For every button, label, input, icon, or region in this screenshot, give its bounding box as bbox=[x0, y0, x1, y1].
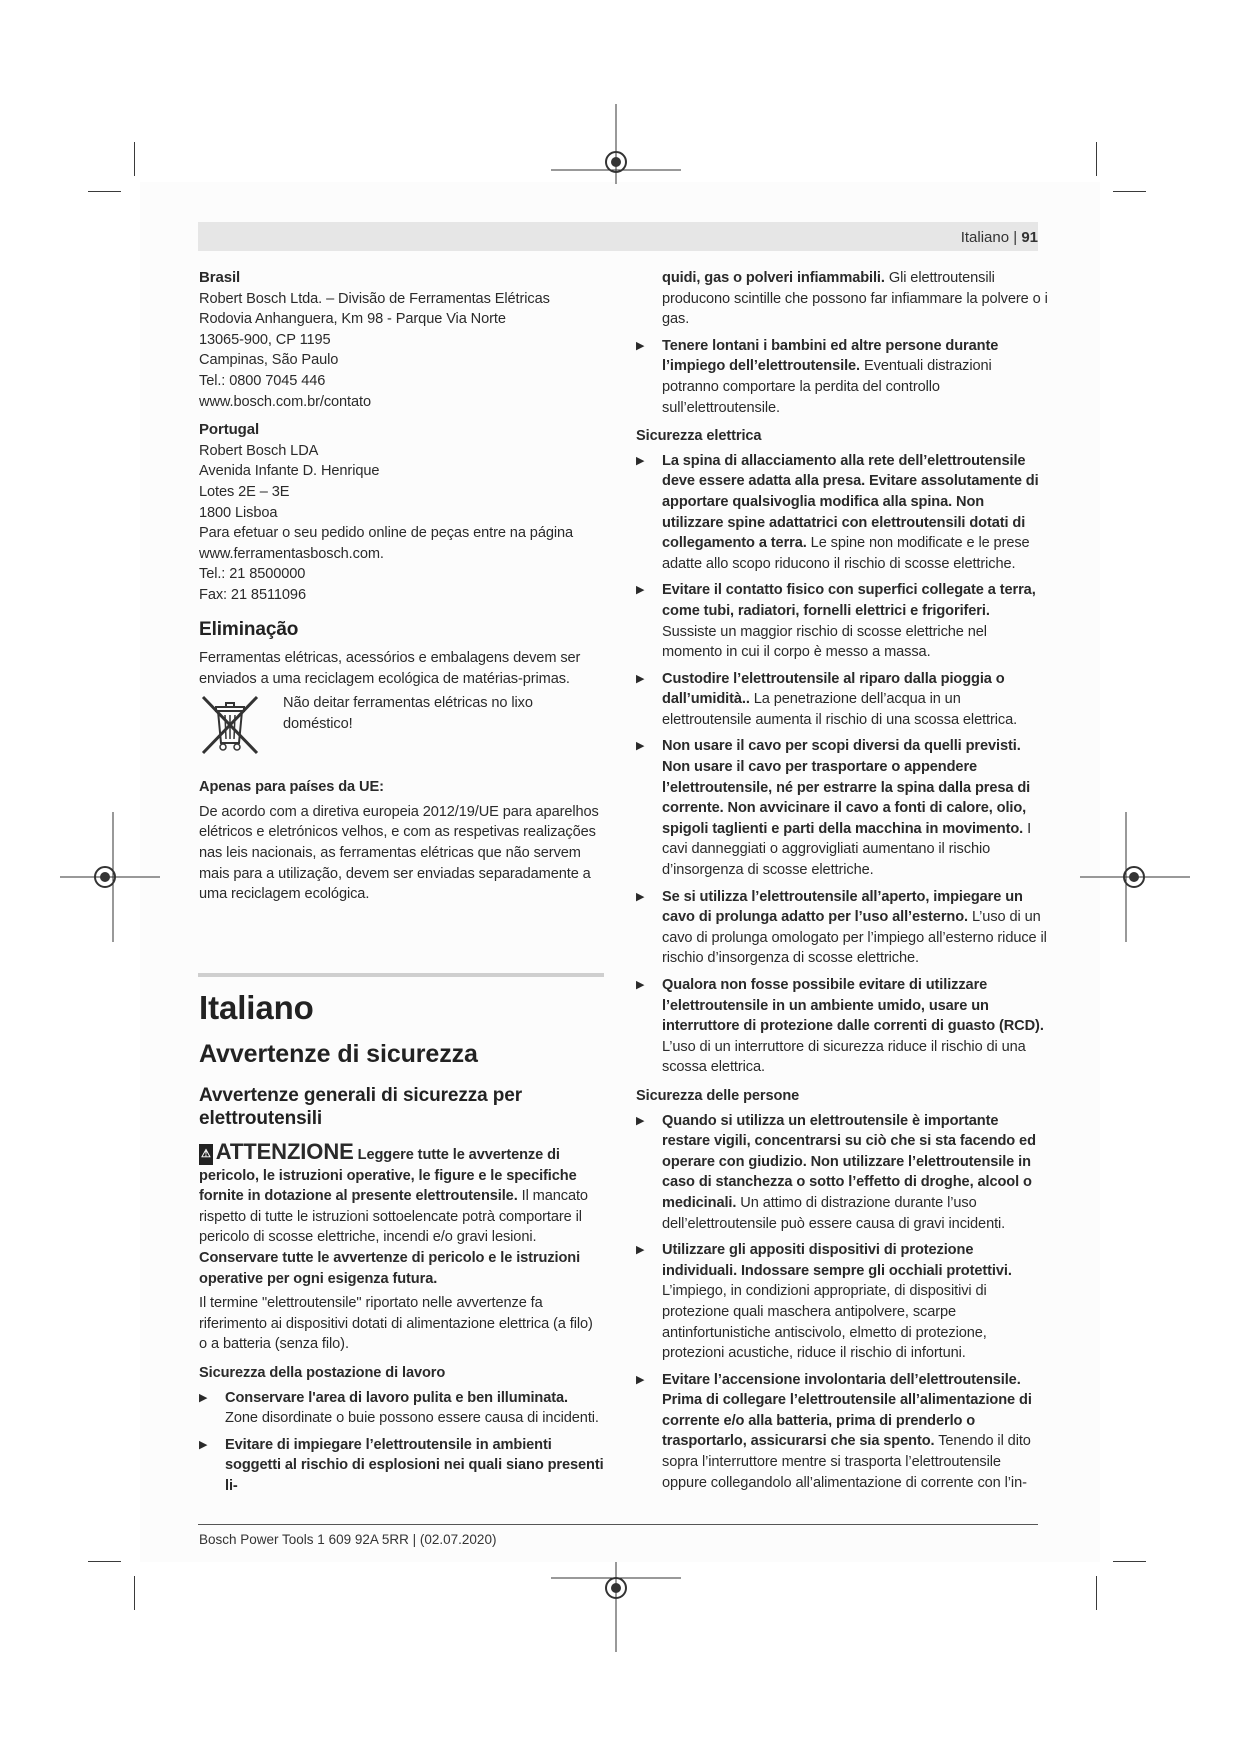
bullet-text: I cavi danneggiati o aggrovigliati aumentano il rischio d’insorgenza di scosse elettriche. bbox=[662, 820, 1032, 879]
paragraph: De acordo com a diretiva europeia 2012/19/UE para aparelhos elétricos e eletrónicos velhos, e com as respetivas realizações nas leis nacionais, as ferramentas elétricas que não servem mais para a utilização, devem ser enviadas separadamente a uma reciclagem ecológica. bbox=[199, 803, 599, 903]
crop-mark bbox=[88, 1561, 121, 1562]
list-item bbox=[636, 1370, 1048, 1494]
address-line: Robert Bosch Ltda. – Divisão de Ferramentas Elétricas bbox=[199, 290, 550, 307]
country-heading: Portugal bbox=[199, 421, 260, 439]
address-line: 1800 Lisboa bbox=[199, 504, 278, 521]
italiano-section bbox=[199, 978, 604, 1503]
weee-notice bbox=[199, 693, 604, 757]
bullet-bold: Conservare l'area di lavoro pulita e ben illuminata. bbox=[225, 1389, 568, 1406]
bullet-bold: Utilizzare gli appositi dispositivi di protezione individuali. Indossare sempre gli occhiali protettivi. bbox=[662, 1242, 1012, 1279]
bullet-text: L’uso di un interruttore di sicurezza riduce il rischio di una scossa elettrica. bbox=[662, 1038, 1026, 1076]
weee-text: Não deitar ferramentas elétricas no lixo doméstico! bbox=[283, 695, 533, 732]
crop-mark bbox=[1096, 142, 1097, 176]
address-line: www.ferramentasbosch.com. bbox=[199, 545, 384, 562]
registration-mark-right bbox=[1080, 812, 1190, 942]
bullet-bold: Se si utilizza l’elettroutensile all’aperto, impiegare un cavo di prolunga adatto per l’uso all’esterno. bbox=[662, 888, 1023, 926]
list-item bbox=[636, 1111, 1048, 1235]
subsection-heading: Sicurezza elettrica bbox=[636, 428, 762, 445]
bullet-bold: Evitare l’accensione involontaria dell’elettroutensile. Prima di collegare l’elettroutensile all’alimentazione di corrente e/o alla batteria, prima di prenderlo o trasportarlo, assicurarsi che sia spento. bbox=[662, 1371, 1032, 1450]
warning-label bbox=[199, 1139, 354, 1164]
language-title: Italiano bbox=[199, 989, 314, 1026]
address-line: Para efetuar o seu pedido online de peças entre na página bbox=[199, 525, 574, 542]
warning-triangle-icon: ⚠ bbox=[199, 1144, 213, 1165]
paragraph: Il termine "elettroutensile" riportato nelle avvertenze fa riferimento ai dispositivi dotati di alimentazione elettrica (a filo) o a batteria (senza filo). bbox=[199, 1295, 593, 1353]
bullet-bold: Tenere lontani i bambini ed altre persone durante l’impiego dell’elettroutensile. bbox=[662, 337, 999, 375]
bullet-bold: Evitare di impiegare l’elettroutensile in ambienti soggetti al rischio di esplosioni nei quali siano presenti li- bbox=[225, 1436, 604, 1494]
bullet-bold: Quando si utilizza un elettroutensile è importante restare vigili, concentrarsi su ciò che si sta facendo ed operare con giudizio. Non utilizzare l’elettroutensile in caso di stanchezza o sotto l’effetto di droghe, alcool o medicinali. bbox=[662, 1112, 1036, 1211]
bullet-bold: La spina di allacciamento alla rete dell’elettroutensile deve essere adatta alla presa. Evitare assolutamente di apportare qualsivoglia modifica alla spina. Non utilizzare spine adattatrici con elettroutensili dotati di collegamento a terra. bbox=[662, 452, 1039, 552]
list-item bbox=[636, 336, 1048, 418]
section-heading: Eliminação bbox=[199, 618, 299, 640]
list-item bbox=[199, 1435, 604, 1497]
bullet-text: Le spine non modificate e le prese adatte allo scopo riducono il rischio di scosse elettriche. bbox=[662, 535, 1030, 572]
crop-mark bbox=[88, 191, 121, 192]
address-line: Lotes 2E – 3E bbox=[199, 483, 290, 500]
list-item bbox=[199, 1388, 604, 1429]
right-column bbox=[636, 268, 1048, 1499]
registration-mark-left bbox=[60, 812, 160, 942]
address-line: www.bosch.com.br/contato bbox=[199, 393, 371, 410]
bullet-text: Tenendo il dito sopra l’interruttore mentre si trasporta l’elettroutensile oppure collegandolo all’alimentazione di corrente con l’in- bbox=[662, 1433, 1031, 1491]
address-line: Rodovia Anhanguera, Km 98 - Parque Via Norte bbox=[199, 311, 506, 328]
warning-text: Il mancato rispetto di tutte le istruzioni sottoelencate potrà comportare il pericolo di scosse elettriche, incendi e/o gravi lesioni. bbox=[199, 1188, 588, 1246]
registration-mark-top bbox=[551, 104, 681, 204]
keep-instructions: Conservare tutte le avvertenze di pericolo e le istruzioni operative per ogni esigenza futura. bbox=[199, 1249, 581, 1287]
list-item bbox=[636, 669, 1048, 731]
warning-label-text: ATTENZIONE bbox=[215, 1139, 354, 1164]
crossed-bin-icon bbox=[199, 693, 261, 757]
bullet-bold: Non usare il cavo per scopi diversi da quelli previsti. Non usare il cavo per trasportare o appendere l’elettroutensile, né per estrarre la spina dalla presa di corrente. Non avvicinare il cavo a fonti di calore, olio, spigoli taglienti e parti della macchina in movimento. bbox=[662, 738, 1031, 837]
address-line: Fax: 21 8511096 bbox=[199, 586, 306, 603]
running-header: Italiano | 91 bbox=[960, 229, 1038, 246]
footer-rule bbox=[198, 1524, 1038, 1525]
address-line: Avenida Infante D. Henrique bbox=[199, 463, 380, 480]
subsection-heading: Apenas para países da UE: bbox=[199, 779, 384, 796]
address-line: Tel.: 21 8500000 bbox=[199, 566, 306, 583]
address-line: Campinas, São Paulo bbox=[199, 352, 339, 369]
address-brasil bbox=[199, 268, 604, 412]
header-bar bbox=[198, 222, 1038, 251]
address-portugal bbox=[199, 420, 604, 605]
paragraph: Ferramentas elétricas, acessórios e embalagens devem ser enviados a uma reciclagem ecológica de matérias-primas. bbox=[199, 650, 581, 687]
bullet-text: L’impiego, in condizioni appropriate, di dispositivi di protezione quali maschera antipolvere, scarpe antinfortunistiche antiscivolo, elmetto di protezione, protezioni acustiche, riduce il rischio di infortuni. bbox=[662, 1283, 987, 1362]
address-line: 13065-900, CP 1195 bbox=[199, 331, 331, 348]
address-line: Robert Bosch LDA bbox=[199, 442, 319, 459]
list-item bbox=[636, 887, 1048, 969]
bullet-bold: quidi, gas o polveri infiammabili. bbox=[662, 270, 885, 286]
crop-mark bbox=[134, 142, 135, 176]
crop-mark bbox=[1113, 1561, 1146, 1562]
list-item bbox=[636, 451, 1048, 575]
country-heading: Brasil bbox=[199, 269, 241, 286]
bullet-text: Eventuali distrazioni potranno comportare la perdita del controllo sull’elettroutensile. bbox=[662, 358, 992, 416]
address-line: Tel.: 0800 7045 446 bbox=[199, 372, 326, 389]
list-item bbox=[636, 580, 1048, 662]
header-section: Italiano bbox=[960, 229, 1010, 246]
list-item bbox=[636, 1240, 1048, 1364]
bullet-text: Un attimo di distrazione durante l’uso dell’elettroutensile può essere causa di gravi incidenti. bbox=[662, 1194, 1006, 1232]
subsection-heading: Sicurezza della postazione di lavoro bbox=[199, 1364, 446, 1381]
warning-bold: Leggere tutte le avvertenze di pericolo, le istruzioni operative, le figure e le specifiche fornite in dotazione al presente elettroutensile. bbox=[199, 1147, 577, 1205]
list-item bbox=[636, 975, 1048, 1078]
bullet-text: Gli elettroutensili producono scintille che possono far infiammare la polvere o i gas. bbox=[662, 270, 1048, 328]
crop-mark bbox=[134, 1576, 135, 1610]
bullet-text: La penetrazione dell’acqua in un elettroutensile aumenta il rischio di una scossa elettrica. bbox=[662, 691, 1018, 728]
crop-mark bbox=[1096, 1576, 1097, 1610]
left-column bbox=[199, 268, 604, 905]
bullet-bold: Custodire l’elettroutensile al riparo dalla pioggia o dall’umidità.. bbox=[662, 670, 1005, 708]
section-rule bbox=[198, 973, 604, 977]
registration-mark-bottom bbox=[551, 1562, 681, 1654]
subsection-heading: Sicurezza delle persone bbox=[636, 1087, 800, 1104]
chapter-title: Avvertenze di sicurezza bbox=[199, 1040, 478, 1068]
page-number: 91 bbox=[1021, 229, 1038, 246]
bullet-bold: Qualora non fosse possibile evitare di utilizzare l’elettroutensile in un ambiente umido, usare un interruttore di protezione dalle correnti di guasto (RCD). bbox=[662, 977, 1044, 1035]
bullet-text: Sussiste un maggior rischio di scosse elettriche nel momento in cui il corpo è messo a massa. bbox=[662, 623, 987, 661]
subsection-title: Avvertenze generali di sicurezza per elettroutensili bbox=[199, 1085, 523, 1129]
bullet-text: Zone disordinate o buie possono essere causa di incidenti. bbox=[225, 1410, 599, 1427]
list-item bbox=[636, 736, 1048, 880]
warning-paragraph bbox=[199, 1139, 604, 1248]
bullet-text: L’uso di un cavo di prolunga omologato per l’impiego all’esterno riduce il rischio d’insorgenza di scosse elettriche. bbox=[662, 909, 1047, 967]
footer: Bosch Power Tools 1 609 92A 5RR | (02.07.2020) bbox=[199, 1532, 497, 1547]
bullet-bold: Evitare il contatto fisico con superfici collegate a terra, come tubi, radiatori, fornelli elettrici e frigoriferi. bbox=[662, 582, 1036, 619]
crop-mark bbox=[1113, 191, 1146, 192]
continued-paragraph bbox=[636, 268, 1048, 330]
